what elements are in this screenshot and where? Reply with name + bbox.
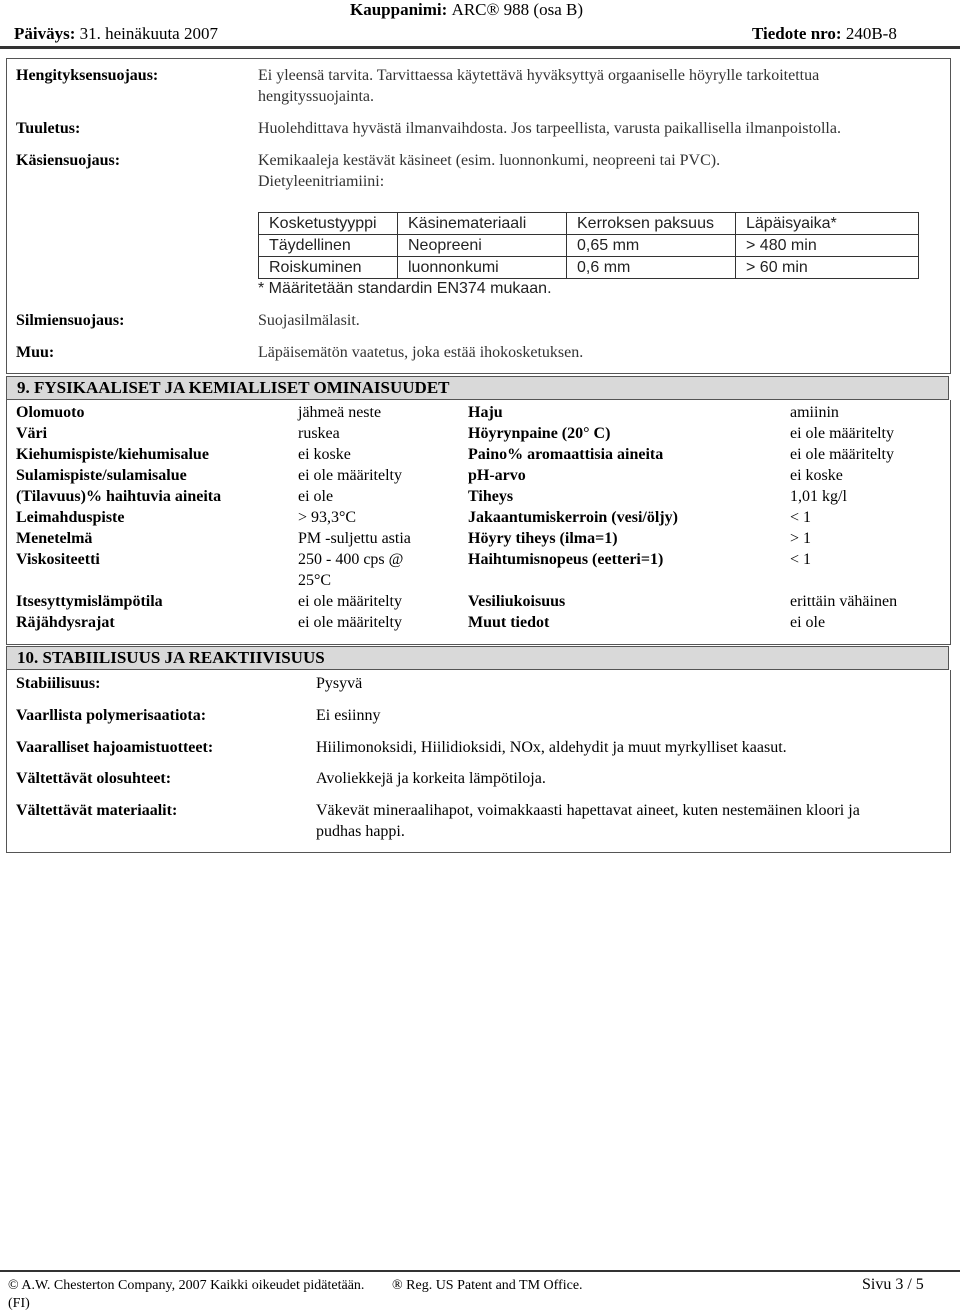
hand-value-1: Kemikaaleja kestävät käsineet (esim. luonnonkumi, neopreeni tai PVC). — [258, 152, 721, 169]
property-value: 1,01 kg/l — [790, 488, 847, 505]
eye-label: Silmiensuojaus: — [16, 312, 125, 329]
property-label: Haihtumisnopeus (eetteri=1) — [468, 551, 664, 568]
glove-header-cell: Käsinemateriaali — [398, 213, 567, 235]
property-value: amiinin — [790, 404, 839, 421]
glove-header-cell: Kerroksen paksuus — [567, 213, 736, 235]
glove-table-note: * Määritetään standardin EN374 mukaan. — [258, 280, 552, 297]
date-label: Päiväys: 31. heinäkuuta 2007 — [14, 24, 218, 43]
property-label: Vesiliukoisuus — [468, 593, 566, 610]
stability-value: Pysyvä — [316, 675, 363, 692]
property-label: Olomuoto — [16, 404, 85, 421]
footer-rule — [0, 1270, 960, 1272]
property-value: < 1 — [790, 509, 812, 526]
glove-cell: 0,6 mm — [567, 257, 736, 279]
glove-table-row — [259, 235, 919, 257]
property-value: PM -suljettu astia — [298, 530, 411, 547]
property-value: 25°C — [298, 572, 332, 589]
glove-cell: Roiskuminen — [259, 257, 398, 279]
resp-label: Hengityksensuojaus: — [16, 67, 159, 84]
glove-header-cell: Kosketustyyppi — [259, 213, 398, 235]
stability-value: Avoliekkejä ja korkeita lämpötiloja. — [316, 770, 546, 787]
other-value: Läpäisemätön vaatetus, joka estää ihokosketuksen. — [258, 344, 584, 361]
trade-name-value: ARC® 988 (osa B) — [451, 0, 584, 19]
property-value: ei ole — [298, 488, 334, 505]
glove-cell: luonnonkumi — [398, 257, 567, 279]
stability-label: Stabiilisuus: — [16, 675, 101, 692]
stability-value: Hiilimonoksidi, Hiilidioksidi, NOx, aldehydit ja muut myrkylliset kaasut. — [316, 739, 787, 756]
bulletin-value: 240B-8 — [845, 24, 897, 43]
property-value: ei ole — [790, 614, 826, 631]
stability-label: Vaaralliset hajoamistuotteet: — [16, 739, 214, 756]
property-value: < 1 — [790, 551, 812, 568]
footer-page: Sivu 3 / 5 — [862, 1276, 924, 1293]
property-label: Leimahduspiste — [16, 509, 125, 526]
section10-title: 10. STABIILISUUS JA REAKTIIVISUUS — [6, 646, 949, 670]
property-label: Höyry tiheys (ilma=1) — [468, 530, 618, 547]
property-label: Väri — [16, 425, 48, 442]
property-label: Höyrynpaine (20° C) — [468, 425, 611, 442]
bulletin-label: Tiedote nro: 240B-8 — [752, 24, 897, 43]
vent-label: Tuuletus: — [16, 120, 81, 137]
footer-reg: ® Reg. US Patent and TM Office. — [392, 1278, 583, 1293]
hand-value-2: Dietyleenitriamiini: — [258, 173, 385, 190]
property-value: 250 - 400 cps @ — [298, 551, 404, 568]
resp-value-2: hengityssuojainta. — [258, 88, 374, 105]
hand-label: Käsiensuojaus: — [16, 152, 121, 169]
date-value: 31. heinäkuuta 2007 — [79, 24, 218, 43]
property-value: ei ole määritelty — [298, 593, 402, 610]
property-label: Jakaantumiskerroin (vesi/öljy) — [468, 509, 678, 526]
stability-label: Vaarllista polymerisaatiota: — [16, 707, 207, 724]
property-value: > 1 — [790, 530, 812, 547]
property-label: Itsesyttymislämpötila — [16, 593, 163, 610]
property-label: Sulamispiste/sulamisalue — [16, 467, 187, 484]
property-label: Paino% aromaattisia aineita — [468, 446, 664, 463]
property-label: (Tilavuus)% haihtuvia aineita — [16, 488, 222, 505]
stability-value: Ei esiinny — [316, 707, 381, 724]
property-label: Räjähdysrajat — [16, 614, 115, 631]
property-value: ei ole määritelty — [790, 425, 894, 442]
other-label: Muu: — [16, 344, 55, 361]
section9-title: 9. FYSIKAALISET JA KEMIALLISET OMINAISUUDET — [6, 376, 949, 400]
property-label: pH-arvo — [468, 467, 526, 484]
property-value: ei ole määritelty — [298, 614, 402, 631]
glove-table-header — [259, 213, 919, 235]
glove-cell: Neopreeni — [398, 235, 567, 257]
property-label: Tiheys — [468, 488, 514, 505]
glove-header-cell: Läpäisyaika* — [736, 213, 919, 235]
stability-value: Väkevät mineraalihapot, voimakkaasti hapettavat aineet, kuten nestemäinen kloori ja — [316, 802, 860, 819]
glove-table — [258, 212, 919, 279]
property-value: ei koske — [790, 467, 843, 484]
property-value: ruskea — [298, 425, 340, 442]
glove-cell: 0,65 mm — [567, 235, 736, 257]
property-value: ei ole määritelty — [298, 467, 402, 484]
trade-name-label: Kauppanimi: ARC® 988 (osa B) — [350, 0, 584, 19]
stability-label: Vältettävät olosuhteet: — [16, 770, 172, 787]
header-rule — [0, 46, 960, 49]
eye-value: Suojasilmälasit. — [258, 312, 360, 329]
property-label: Viskositeetti — [16, 551, 100, 568]
glove-cell: > 60 min — [736, 257, 919, 279]
property-value: erittäin vähäinen — [790, 593, 898, 610]
stability-value: pudhas happi. — [316, 823, 405, 840]
footer-lang: (FI) — [8, 1296, 30, 1311]
section10-box — [6, 670, 951, 853]
property-label: Muut tiedot — [468, 614, 550, 631]
property-value: > 93,3°C — [298, 509, 357, 526]
property-label: Haju — [468, 404, 503, 421]
property-label: Menetelmä — [16, 530, 93, 547]
property-label: Kiehumispiste/kiehumisalue — [16, 446, 209, 463]
vent-value: Huolehdittava hyvästä ilmanvaihdosta. Jos tarpeellista, varusta paikallisella ilmanpoistolla. — [258, 120, 841, 137]
resp-value-1: Ei yleensä tarvita. Tarvittaessa käytettävä hyväksyttyä orgaaniselle höyrylle tarkoitettua — [258, 67, 820, 84]
property-value: ei koske — [298, 446, 351, 463]
glove-cell: Täydellinen — [259, 235, 398, 257]
property-value: jähmeä neste — [298, 404, 382, 421]
property-value: ei ole määritelty — [790, 446, 894, 463]
glove-table-row — [259, 257, 919, 279]
glove-cell: > 480 min — [736, 235, 919, 257]
stability-label: Vältettävät materiaalit: — [16, 802, 178, 819]
footer-copyright: © A.W. Chesterton Company, 2007 Kaikki oikeudet pidätetään. — [8, 1278, 365, 1293]
